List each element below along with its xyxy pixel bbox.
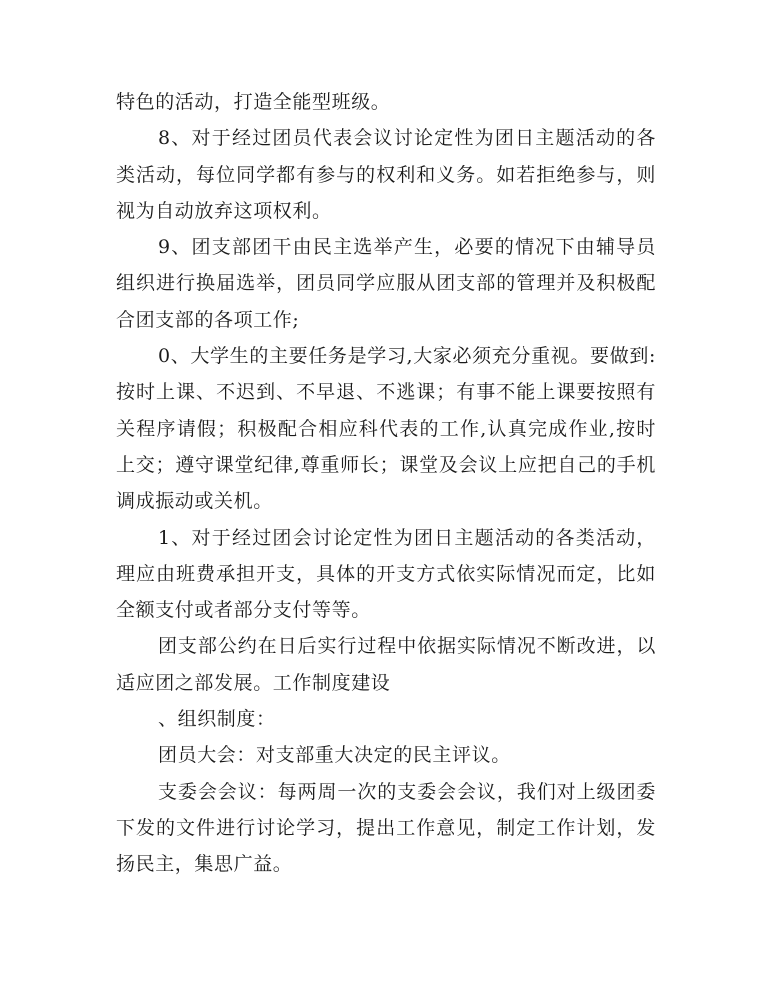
paragraph-general-meeting: 团员大会：对支部重大决定的民主评议。	[158, 744, 511, 767]
paragraph-item-10: 0、大学生的主要任务是学习,大家必须充分重视。要做到:按时上课、不迟到、不早退、不逃课；有事不能上课要按照有关程序请假；积极配合相应科代表的工作,认真完成作业,按时上交；遵守课堂纪律,尊重师长；课堂及会议上应把自己的手机调成振动或关机。	[116, 345, 656, 513]
paragraph-item-9: 9、团支部团干由民主选举产生，必要的情况下由辅导员组织进行换届选举，团员同学应服从团支部的管理并及积极配合团支部的各项工作;	[116, 236, 656, 331]
paragraph-charter-note: 团支部公约在日后实行过程中依据实际情况不断改进，以适应团之部发展。工作制度建设	[116, 635, 656, 694]
section-heading-organization: 、组织制度：	[158, 708, 276, 731]
paragraph-committee-meeting: 支委会会议：每两周一次的支委会会议，我们对上级团委下发的文件进行讨论学习，提出工作意见，制定工作计划，发扬民主，集思广益。	[116, 780, 656, 876]
paragraph-item-8: 8、对于经过团员代表会议讨论定性为团日主题活动的各类活动，每位同学都有参与的权利和义务。如若拒绝参与，则视为自动放弃这项权利。	[116, 127, 656, 222]
paragraph-item-11: 1、对于经过团会讨论定性为团日主题活动的各类活动，理应由班费承担开支，具体的开支方式依实际情况而定，比如全额支付或者部分支付等等。	[116, 526, 656, 622]
document-body	[116, 84, 656, 883]
paragraph-continuation: 特色的活动，打造全能型班级。	[116, 91, 391, 113]
